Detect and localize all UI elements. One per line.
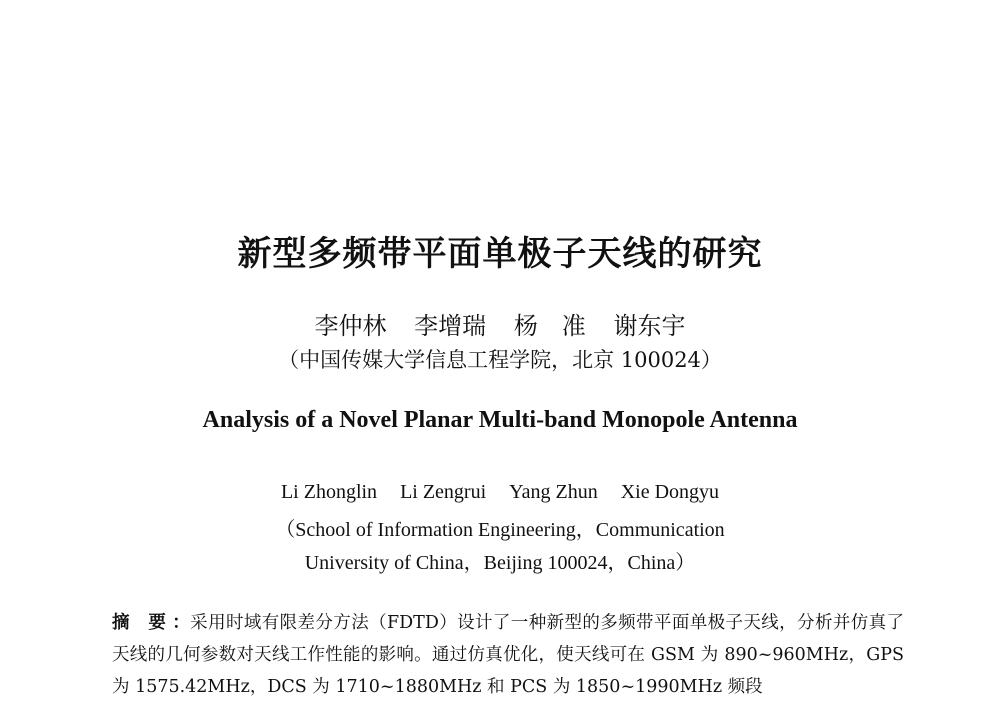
authors-chinese — [0, 306, 1000, 341]
author-cn-3: 杨 准 — [513, 312, 586, 340]
affiliation-chinese: （中国传媒大学信息工程学院，北京 100024） — [278, 348, 722, 372]
author-en-4: Xie Dongyu — [620, 481, 720, 503]
author-cn-1: 李仲林 — [314, 312, 387, 340]
abstract-text: 采用时域有限差分方法（FDTD）设计了一种新型的多频带平面单极子天线，分析并仿真了天线的几何参数对天线工作性能的影响。通过仿真优化，使天线可在 GSM 为 890~960MHz，GPS 为 1575.42MHz，DCS 为 1710~1880MHz 和 PCS 为 1850~1990MHz 频段 — [112, 613, 905, 697]
author-en-2: Li Zengrui — [400, 481, 487, 503]
author-cn-4: 谢东宇 — [613, 312, 686, 340]
author-cn-2: 李增瑞 — [414, 312, 487, 340]
title-chinese: 新型多频带平面单极子天线的研究 — [237, 234, 763, 274]
author-en-3: Yang Zhun — [509, 481, 598, 503]
affiliation-english-line-1: （School of Information Engineering，Communication — [275, 519, 725, 541]
affiliation-english-line-2: University of China，Beijing 100024，China） — [304, 552, 696, 574]
abstract-paragraph — [112, 607, 904, 703]
authors-english — [0, 481, 1000, 504]
title-english: Analysis of a Novel Planar Multi-band Monopole Antenna — [202, 407, 798, 433]
abstract-colon: ： — [172, 613, 191, 633]
author-en-1: Li Zhonglin — [280, 481, 378, 503]
abstract-label: 摘 要 — [112, 613, 173, 633]
